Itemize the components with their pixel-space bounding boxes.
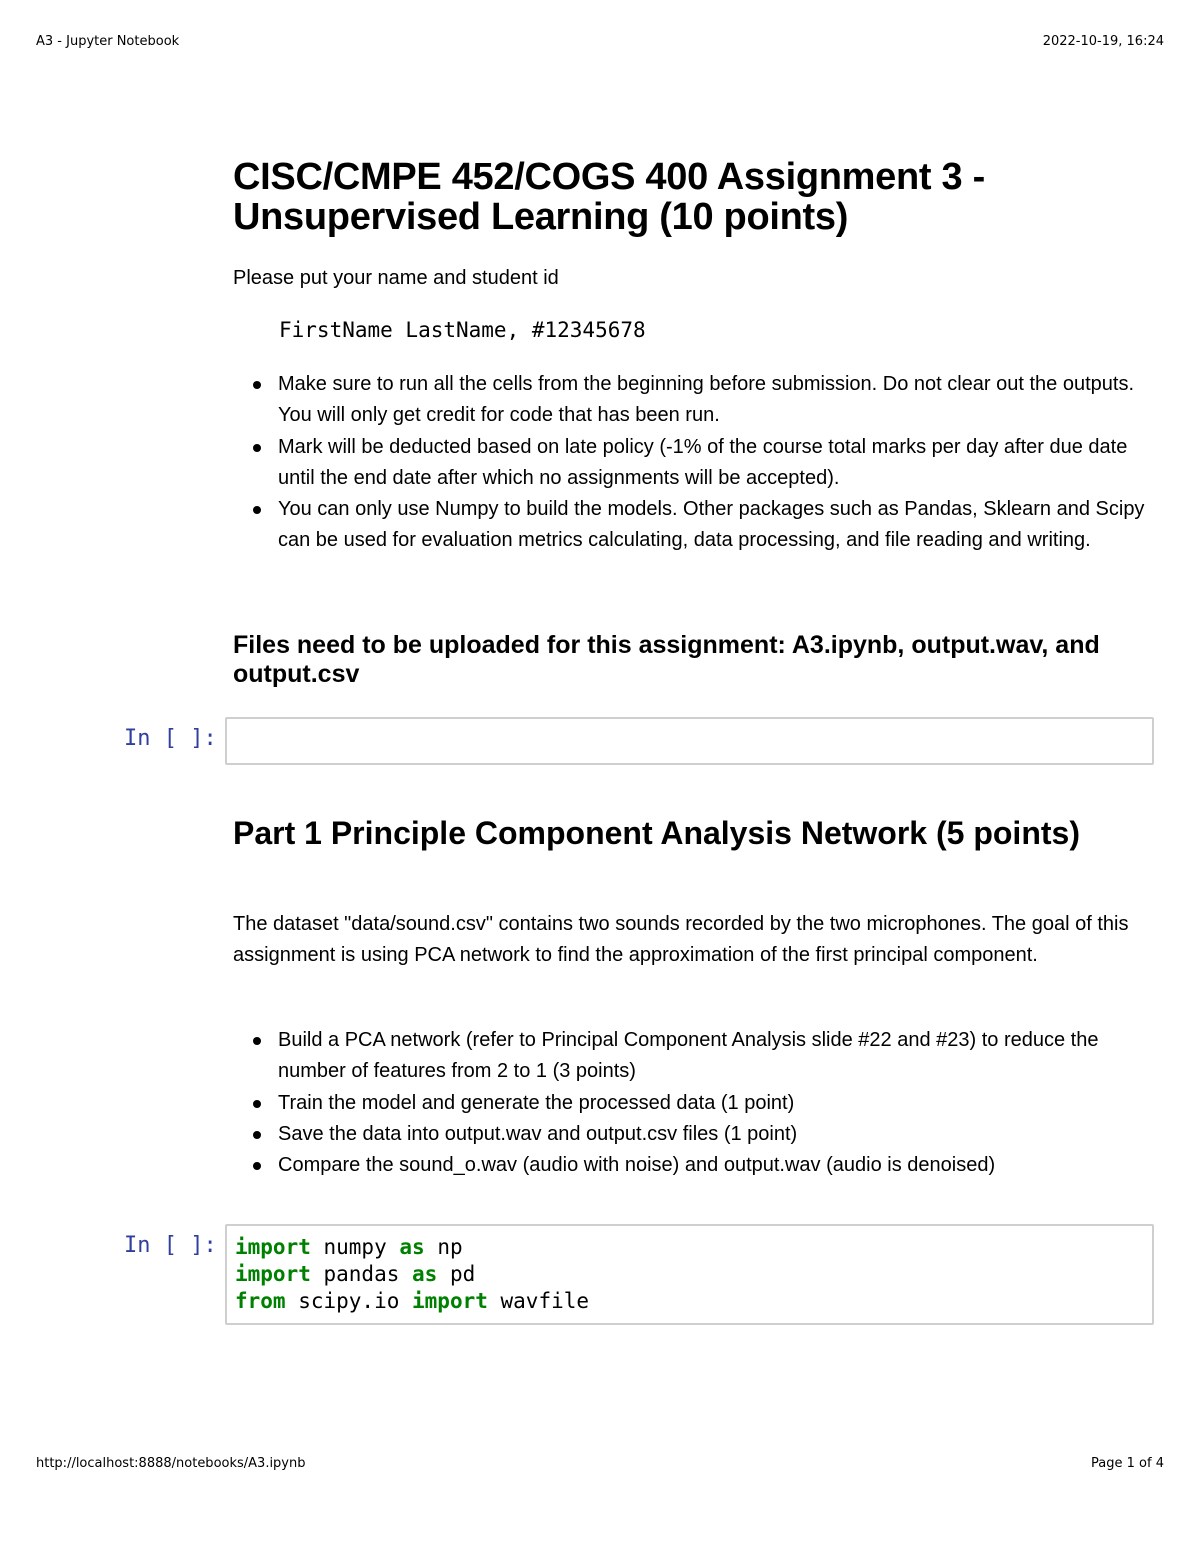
code-keyword: from bbox=[235, 1289, 286, 1313]
code-editor[interactable] bbox=[227, 1226, 1152, 1315]
instructions-list bbox=[233, 369, 1148, 557]
list-item: Make sure to run all the cells from the beginning before submission. Do not clear out the outputs. You will only get credit for code that has been run. bbox=[233, 369, 1148, 432]
list-item: You can only use Numpy to build the models. Other packages such as Pandas, Sklearn and Scipy can be used for evaluation metrics calculating, data processing, and file reading and writing. bbox=[233, 494, 1148, 557]
code-editor[interactable] bbox=[227, 719, 1152, 727]
code-keyword: as bbox=[412, 1262, 438, 1286]
code-text: pd bbox=[437, 1262, 476, 1286]
cell-prompt: In [ ]: bbox=[124, 726, 217, 751]
list-item: Mark will be deducted based on late policy (-1% of the course total marks per day after due date until the end date after which no assignments will be accepted). bbox=[233, 432, 1148, 495]
code-keyword: import bbox=[235, 1262, 311, 1286]
code-text: np bbox=[424, 1235, 463, 1259]
print-header-title: A3 - Jupyter Notebook bbox=[36, 34, 180, 49]
name-prompt: Please put your name and student id bbox=[233, 267, 559, 289]
print-footer bbox=[36, 1456, 1164, 1471]
list-item: Save the data into output.wav and output.csv files (1 point) bbox=[233, 1119, 1148, 1150]
list-item: Compare the sound_o.wav (audio with noise) and output.wav (audio is denoised) bbox=[233, 1150, 1148, 1181]
list-item: Build a PCA network (refer to Principal Component Analysis slide #22 and #23) to reduce the number of features from 2 to 1 (3 points) bbox=[233, 1025, 1148, 1088]
print-footer-page: Page 1 of 4 bbox=[1091, 1456, 1164, 1471]
list-item: Train the model and generate the processed data (1 point) bbox=[233, 1088, 1148, 1119]
page-title: CISC/CMPE 452/COGS 400 Assignment 3 - Unsupervised Learning (10 points) bbox=[233, 156, 985, 238]
code-text: numpy bbox=[310, 1235, 400, 1259]
code-cell-empty[interactable] bbox=[225, 717, 1154, 765]
code-text: wavfile bbox=[487, 1289, 590, 1313]
code-text: scipy.io bbox=[285, 1289, 413, 1313]
part1-description: The dataset "data/sound.csv" contains two sounds recorded by the two microphones. The goal of this assignment is using PCA network to find the approximation of the first principal component. bbox=[233, 913, 1129, 967]
files-heading: Files need to be uploaded for this assignment: A3.ipynb, output.wav, and output.csv bbox=[233, 631, 1100, 688]
part1-heading: Part 1 Principle Component Analysis Network (5 points) bbox=[233, 815, 1080, 851]
print-header-datetime: 2022-10-19, 16:24 bbox=[1042, 34, 1164, 49]
code-cell-imports[interactable] bbox=[225, 1224, 1154, 1325]
tasks-list bbox=[233, 1025, 1148, 1181]
name-placeholder: FirstName LastName, #12345678 bbox=[279, 318, 646, 342]
print-header bbox=[36, 34, 1164, 49]
code-keyword: import bbox=[235, 1235, 311, 1259]
print-footer-url: http://localhost:8888/notebooks/A3.ipynb bbox=[36, 1456, 306, 1471]
code-text: pandas bbox=[310, 1262, 413, 1286]
code-keyword: import bbox=[412, 1289, 488, 1313]
cell-prompt: In [ ]: bbox=[124, 1233, 217, 1258]
code-keyword: as bbox=[399, 1235, 425, 1259]
